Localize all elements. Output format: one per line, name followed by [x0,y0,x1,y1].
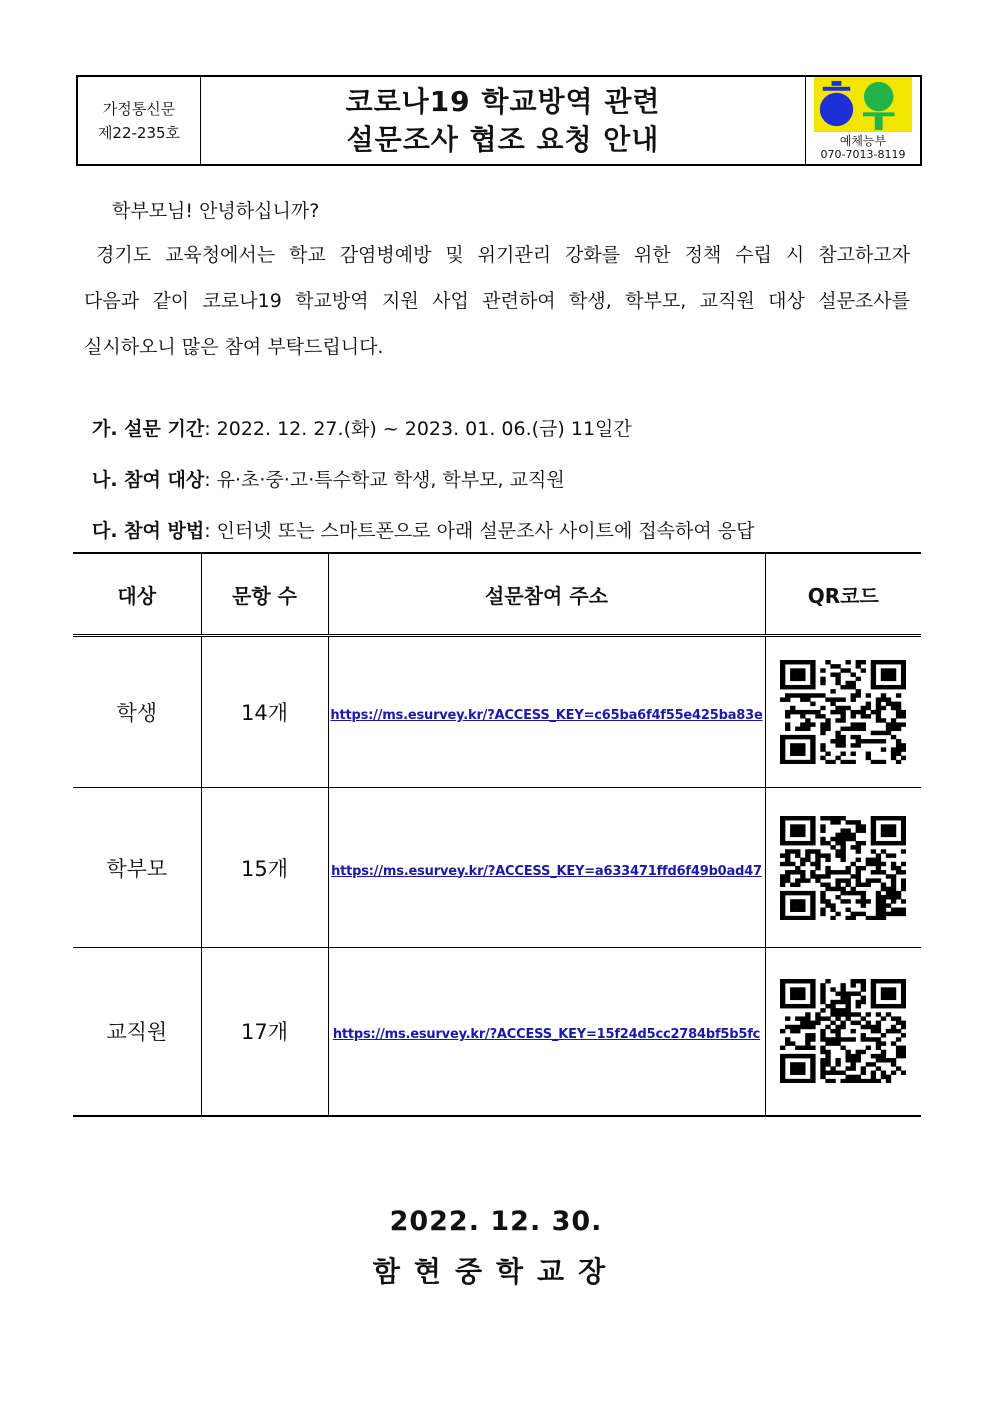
participation-method-label: 다. 참여 방법 [92,520,205,542]
table-row [73,788,921,948]
participation-method-value: : 인터넷 또는 스마트폰으로 아래 설문조사 사이트에 접속하여 응답 [204,520,755,542]
table-row [73,948,921,1116]
row-target: 학생 [73,636,201,788]
department-logo-box [805,77,920,164]
qr-code-icon[interactable] [780,660,906,764]
survey-period [92,414,632,441]
department-phone: 070-7013-8119 [820,148,906,161]
notice-info [78,77,201,164]
survey-period-label: 가. 설문 기간 [92,418,205,440]
document-title [201,77,805,164]
school-logo-icon [813,77,913,132]
issue-date: 2022. 12. 30. [389,1206,603,1237]
survey-link-parent[interactable]: https://ms.esurvey.kr/?ACCESS_KEY=a633471ffd6f49b0ad47 [331,863,762,879]
participants-label: 나. 참여 대상 [92,469,205,491]
greeting: 학부모님! 안녕하십니까? [112,200,320,222]
participants-value: : 유·초·중·고·특수학교 학생, 학부모, 교직원 [204,469,565,491]
principal-signature: 함현중학교장 [372,1255,620,1288]
row-count: 15개 [201,788,328,948]
department-name: 예체능부 [839,134,887,148]
body-paragraph [84,242,910,380]
header-url: 설문참여 주소 [328,553,765,636]
qr-code-icon[interactable] [780,816,906,920]
title-line-1: 코로나19 학교방역 관련 [345,84,661,118]
table-row [73,636,921,788]
survey-table [73,552,921,1117]
row-target: 학부모 [73,788,201,948]
participants [92,465,565,492]
notice-type: 가정통신문 [102,99,176,118]
row-count: 14개 [201,636,328,788]
notice-number: 제22-235호 [97,123,181,142]
body-line-2: 다음과 같이 코로나19 학교방역 지원 사업 관련하여 학생, 학부모, 교직원 대상 설문조사를 [84,290,910,312]
table-header-row [73,553,921,636]
row-target: 교직원 [73,948,201,1116]
survey-link-staff[interactable]: https://ms.esurvey.kr/?ACCESS_KEY=15f24d5cc2784bf5b5fc [332,1027,761,1043]
document-header [76,75,922,166]
survey-period-value: : 2022. 12. 27.(화) ~ 2023. 01. 06.(금) 11일간 [204,418,632,440]
header-target: 대상 [73,553,201,636]
header-qr: QR코드 [765,553,921,636]
survey-link-student[interactable]: https://ms.esurvey.kr/?ACCESS_KEY=c65ba6f4f55e425ba83e [330,708,763,723]
participation-method [92,516,755,543]
title-line-2: 설문조사 협조 요청 안내 [346,122,660,156]
header-count: 문항 수 [201,553,328,636]
qr-code-icon[interactable] [780,979,906,1083]
body-line-3: 실시하오니 많은 참여 부탁드립니다. [84,336,384,358]
body-line-1: 경기도 교육청에서는 학교 감염병예방 및 위기관리 강화를 위한 정책 수립 시 참고하고자 [96,244,910,266]
row-count: 17개 [201,948,328,1116]
